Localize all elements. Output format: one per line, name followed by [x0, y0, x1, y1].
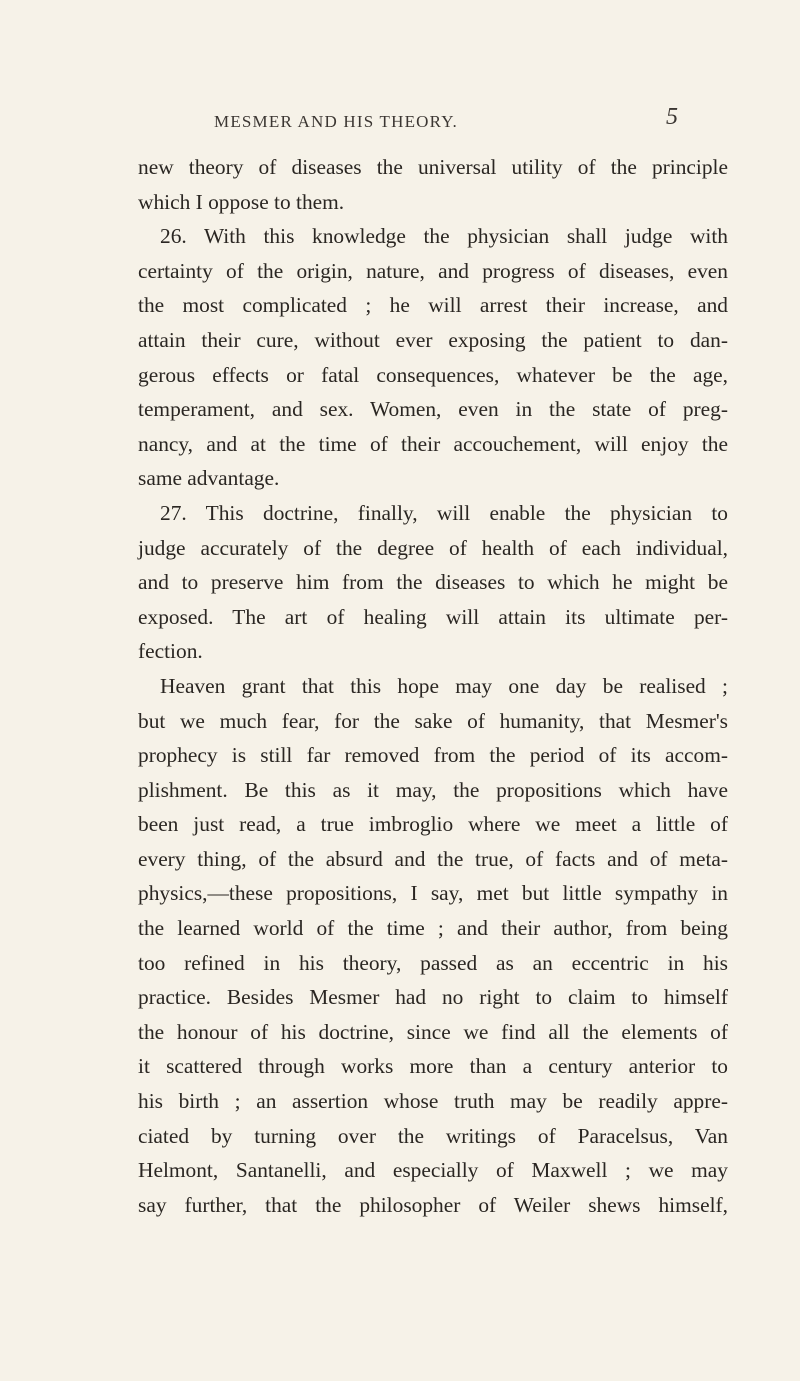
text-line: Heaven grant that this hope may one day be realised ;: [160, 673, 728, 698]
body-text: [138, 150, 728, 1222]
page-number: 5: [666, 104, 678, 130]
text-line: the learned world of the time ; and their author, from being: [138, 916, 728, 941]
text-line: nancy, and at the time of their accouchement, will enjoy the: [138, 431, 728, 456]
text-line: every thing, of the absurd and the true, of facts and of meta-: [138, 846, 728, 871]
text-line: and to preserve him from the diseases to which he might be: [138, 570, 728, 595]
text-line: too refined in his theory, passed as an eccentric in his: [138, 950, 728, 975]
text-line: new theory of diseases the universal utility of the principle: [138, 155, 728, 179]
running-title: MESMER AND HIS THEORY.: [214, 112, 458, 131]
text-line: which I oppose to them.: [138, 189, 345, 214]
text-line: 26. With this knowledge the physician shall judge with: [160, 224, 728, 249]
text-line: his birth ; an assertion whose truth may be readily appre-: [138, 1089, 728, 1114]
text-line: attain their cure, without ever exposing the patient to dan-: [138, 327, 728, 352]
text-line: physics,—these propositions, I say, met but little sympathy in: [138, 881, 728, 906]
text-line: exposed. The art of healing will attain its ultimate per-: [138, 604, 728, 629]
text-line: judge accurately of the degree of health of each individual,: [138, 535, 728, 560]
text-line: prophecy is still far removed from the period of its accom-: [138, 743, 728, 768]
text-line: but we much fear, for the sake of humanity, that Mesmer's: [138, 708, 728, 733]
text-line: gerous effects or fatal consequences, whatever be the age,: [138, 362, 728, 387]
text-line: ciated by turning over the writings of Paracelsus, Van: [138, 1123, 728, 1148]
text-line: practice. Besides Mesmer had no right to claim to himself: [138, 985, 728, 1010]
text-line: 27. This doctrine, finally, will enable the physician to: [160, 500, 728, 525]
text-line: fection.: [138, 639, 203, 664]
text-line: temperament, and sex. Women, even in the state of preg-: [138, 397, 728, 422]
text-line: Helmont, Santanelli, and especially of Maxwell ; we may: [138, 1158, 728, 1183]
text-line: plishment. Be this as it may, the propositions which have: [138, 777, 728, 802]
text-line: say further, that the philosopher of Weiler shews himself,: [138, 1192, 728, 1217]
text-line: been just read, a true imbroglio where we meet a little of: [138, 812, 728, 837]
text-line: it scattered through works more than a century anterior to: [138, 1054, 728, 1079]
text-line: the honour of his doctrine, since we find all the elements of: [138, 1019, 728, 1044]
text-line: the most complicated ; he will arrest their increase, and: [138, 293, 728, 318]
text-line: certainty of the origin, nature, and progress of diseases, even: [138, 258, 728, 283]
text-line: same advantage.: [138, 466, 280, 491]
